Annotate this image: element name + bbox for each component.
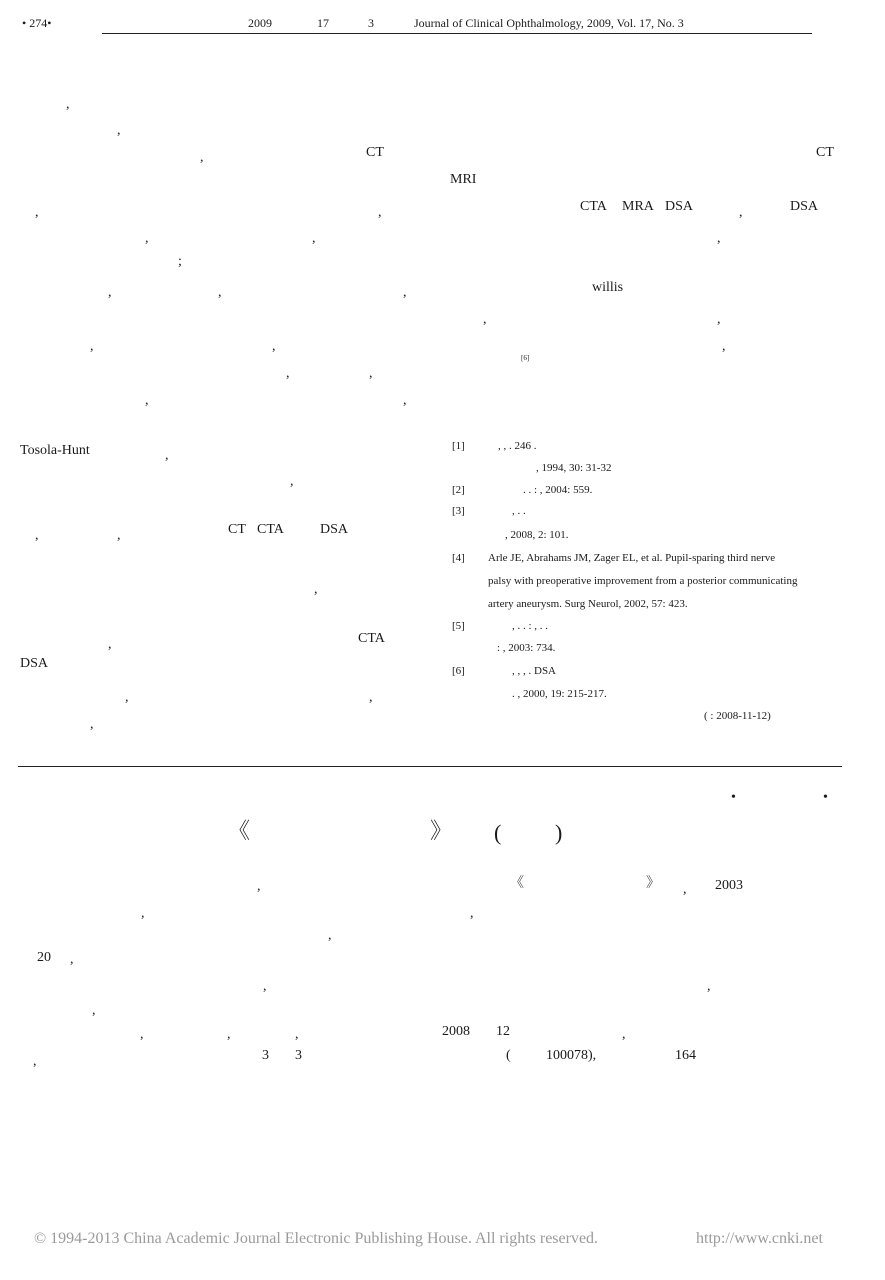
journal-title: Journal of Clinical Ophthalmology, 2009, Vol. 17, No. 3	[414, 16, 684, 30]
reference-line: , 1994, 30: 31-32	[536, 462, 612, 474]
text-mark: ,	[117, 123, 121, 138]
text-mark: ;	[178, 254, 182, 269]
text-mark: ,	[328, 928, 332, 943]
text-mark: ,	[108, 637, 112, 652]
text-mark: ,	[33, 1054, 37, 1069]
text-mark: ,	[108, 285, 112, 300]
text-mark: 20	[37, 950, 51, 965]
title-bracket-open: 《	[228, 818, 251, 843]
text-mark: DSA	[320, 522, 349, 537]
header-issue: 3	[368, 16, 374, 30]
text-mark: ,	[470, 906, 474, 921]
text-mark: ,	[145, 393, 149, 408]
text-mark: ,	[739, 205, 743, 220]
text-mark: MRI	[450, 172, 477, 187]
text-mark: CT	[228, 522, 246, 537]
text-mark: Tosola-Hunt	[20, 443, 90, 458]
text-mark: ,	[257, 879, 261, 894]
copyright-notice: © 1994-2013 China Academic Journal Electronic Publishing House. All rights reserved.	[34, 1230, 599, 1247]
text-mark: MRA	[622, 199, 654, 214]
paren-open: (	[494, 820, 502, 845]
text-mark: ,	[35, 528, 39, 543]
text-mark: ,	[35, 205, 39, 220]
text-mark: 164	[675, 1048, 696, 1063]
text-mark: 2008	[442, 1024, 470, 1039]
text-mark: 《	[510, 876, 524, 891]
text-mark: ,	[263, 979, 267, 994]
bullet: •	[731, 790, 736, 805]
header-year: 2009	[248, 16, 272, 30]
text-mark: ,	[378, 205, 382, 220]
reference-number: [2]	[452, 484, 465, 496]
text-mark: ,	[369, 690, 373, 705]
text-mark: ,	[722, 339, 726, 354]
text-mark: willis	[592, 280, 624, 295]
footer-url[interactable]: http://www.cnki.net	[696, 1230, 823, 1247]
reference-line: , , , . DSA	[512, 665, 557, 677]
reference-line: palsy with preoperative improvement from a posterior communicating	[488, 575, 798, 587]
text-mark: ,	[117, 528, 121, 543]
text-mark: ,	[70, 952, 74, 967]
section-divider	[18, 766, 842, 767]
text-mark: ,	[140, 1027, 144, 1042]
text-mark: ,	[286, 366, 290, 381]
reference-line: , , . 246 .	[498, 440, 537, 452]
text-mark: ,	[90, 717, 94, 732]
page-number: • 274•	[22, 16, 52, 30]
text-mark: DSA	[20, 656, 49, 671]
reference-line: , 2008, 2: 101.	[505, 529, 569, 541]
text-mark: ,	[227, 1027, 231, 1042]
text-mark: ,	[717, 231, 721, 246]
text-mark: CT	[366, 145, 384, 160]
received-date: ( : 2008-11-12)	[704, 710, 771, 722]
header-volume: 17	[317, 16, 329, 30]
reference-number: [1]	[452, 440, 465, 452]
text-mark: ,	[145, 231, 149, 246]
text-mark: 3	[295, 1048, 302, 1063]
text-mark: CT	[816, 145, 834, 160]
text-mark: ,	[707, 979, 711, 994]
text-mark: ,	[403, 285, 407, 300]
reference-line: : , 2003: 734.	[497, 642, 556, 654]
text-mark: ,	[717, 312, 721, 327]
bullet: •	[823, 790, 828, 805]
reference-number: [3]	[452, 505, 465, 517]
text-mark: ,	[290, 474, 294, 489]
reference-line: . , 2000, 19: 215-217.	[512, 688, 607, 700]
text-mark: 2003	[715, 878, 743, 893]
text-mark: ,	[165, 448, 169, 463]
reference-number: [5]	[452, 620, 465, 632]
reference-line: , . . : , . .	[512, 620, 549, 632]
reference-line: artery aneurysm. Surg Neurol, 2002, 57: 423.	[488, 598, 688, 610]
text-mark: 3	[262, 1048, 269, 1063]
text-mark: (	[506, 1048, 511, 1063]
text-mark: ,	[314, 582, 318, 597]
text-mark: 100078),	[546, 1048, 597, 1063]
title-bracket-close: 》	[430, 818, 453, 843]
text-mark: ,	[125, 690, 129, 705]
reference-line: , . .	[512, 505, 526, 517]
paren-close: )	[555, 820, 563, 845]
text-mark: CTA	[257, 522, 284, 537]
text-mark: ,	[218, 285, 222, 300]
text-mark: ,	[90, 339, 94, 354]
text-mark: ,	[312, 231, 316, 246]
reference-number: [4]	[452, 552, 465, 564]
text-mark: CTA	[580, 199, 607, 214]
text-mark: 》	[646, 876, 660, 891]
text-mark: ,	[369, 366, 373, 381]
header-rule	[102, 33, 812, 34]
text-mark: ,	[272, 339, 276, 354]
reference-number: [6]	[452, 665, 465, 677]
text-mark: ,	[200, 150, 204, 165]
text-mark: ,	[92, 1003, 96, 1018]
text-mark: ,	[295, 1027, 299, 1042]
text-mark: DSA	[790, 199, 819, 214]
text-mark: ,	[141, 906, 145, 921]
citation-mark: [6]	[521, 354, 530, 362]
reference-line: Arle JE, Abrahams JM, Zager EL, et al. Pupil-sparing third nerve	[488, 552, 776, 564]
reference-line: . . : , 2004: 559.	[523, 484, 593, 496]
text-mark: ,	[622, 1027, 626, 1042]
text-mark: 12	[496, 1024, 510, 1039]
text-mark: CTA	[358, 631, 385, 646]
text-mark: ,	[403, 393, 407, 408]
text-mark: ,	[483, 312, 487, 327]
text-mark: ,	[66, 97, 70, 112]
text-mark: DSA	[665, 199, 694, 214]
text-mark: ,	[683, 882, 687, 897]
